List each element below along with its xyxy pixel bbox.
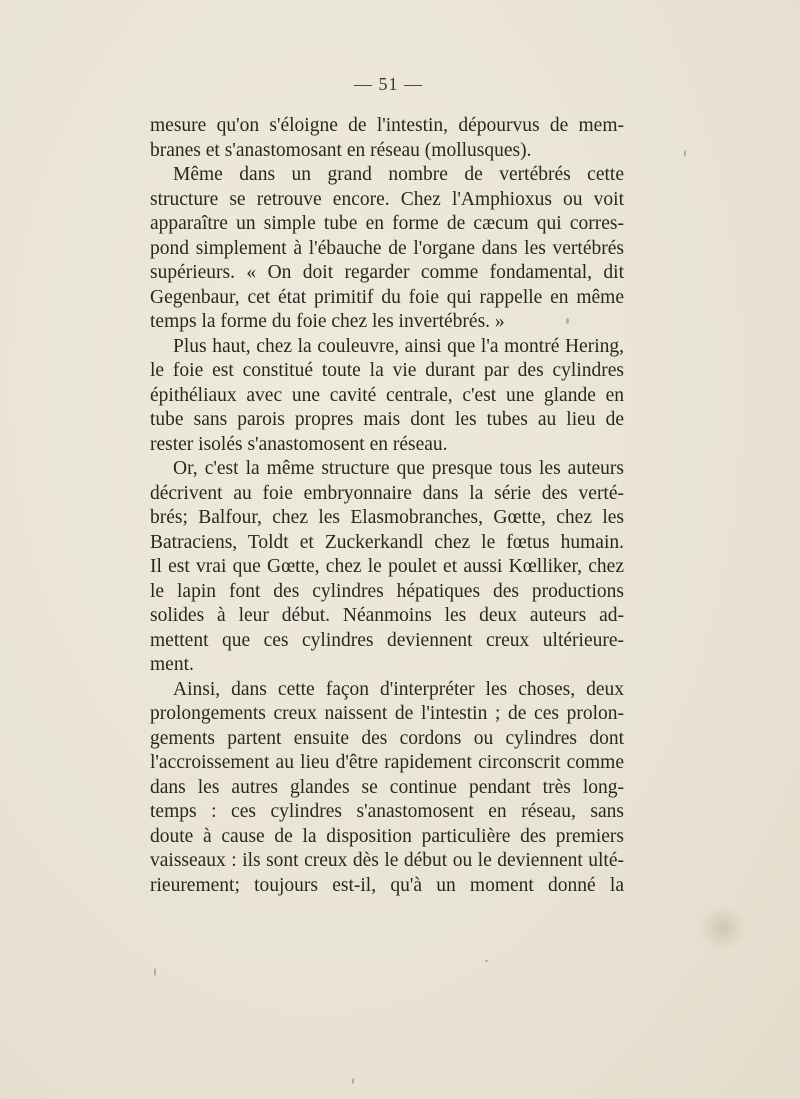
text-line: mesure qu'on s'éloigne de l'intestin, dépourvus de mem- bbox=[150, 115, 624, 136]
paper-speck bbox=[352, 1078, 354, 1084]
text-line: l'accroissement au lieu d'être rapidement circonscrit comme bbox=[150, 752, 624, 773]
text-line: prolongements creux naissent de l'intestin ; de ces prolon- bbox=[150, 703, 624, 724]
text-line: Il est vrai que Gœtte, chez le poulet et aussi Kœlliker, chez bbox=[150, 556, 624, 577]
text-line: Même dans un grand nombre de vertébrés cette bbox=[173, 164, 624, 185]
text-line: épithéliaux avec une cavité centrale, c'est une glande en bbox=[150, 384, 624, 406]
text-line: rieurement; toujours est-il, qu'à un moment donné la bbox=[150, 874, 624, 896]
text-line: supérieurs. « On doit regarder comme fondamental, dit bbox=[150, 262, 624, 283]
text-line: rester isolés s'anastomosent en réseau. bbox=[150, 433, 448, 455]
text-line: décrivent au foie embryonnaire dans la série des verté- bbox=[150, 482, 624, 504]
text-line: Batraciens, Toldt et Zuckerkandl chez le fœtus humain. bbox=[150, 531, 624, 553]
page-number: — 51 — bbox=[354, 74, 423, 94]
text-line: temps : ces cylindres s'anastomosent en réseau, sans bbox=[150, 801, 624, 822]
text-line: tube sans parois propres mais dont les tubes au lieu de bbox=[150, 409, 624, 430]
paper-speck bbox=[485, 960, 488, 962]
text-line: solides à leur début. Néanmoins les deux auteurs ad- bbox=[150, 605, 624, 626]
text-line: Plus haut, chez la couleuvre, ainsi que l'a montré Hering, bbox=[173, 335, 624, 357]
text-line: Ainsi, dans cette façon d'interpréter les choses, deux bbox=[173, 678, 624, 700]
paper-speck bbox=[154, 968, 156, 976]
text-line: branes et s'anastomosant en réseau (mollusques). bbox=[150, 139, 532, 161]
text-line: pond simplement à l'ébauche de l'organe dans les vertébrés bbox=[150, 237, 624, 259]
text-line: doute à cause de la disposition particulière des premiers bbox=[150, 825, 624, 847]
text-line: temps la forme du foie chez les invertébrés. » bbox=[150, 311, 505, 332]
text-line: gements partent ensuite des cordons ou cylindres dont bbox=[150, 727, 624, 749]
text-line: Gegenbaur, cet état primitif du foie qui rappelle en même bbox=[150, 286, 624, 308]
text-line: le foie est constitué toute la vie durant par des cylindres bbox=[150, 360, 624, 381]
text-line: mettent que ces cylindres deviennent creux ultérieure- bbox=[150, 629, 624, 651]
body-text bbox=[150, 114, 624, 898]
text-line: apparaître un simple tube en forme de cæcum qui corres- bbox=[150, 213, 624, 234]
paper-stain bbox=[700, 905, 746, 951]
text-line: Or, c'est la même structure que presque tous les auteurs bbox=[173, 458, 624, 479]
text-line: dans les autres glandes se continue pendant très long- bbox=[150, 776, 624, 798]
paper-speck bbox=[684, 150, 686, 157]
text-line: le lapin font des cylindres hépatiques des productions bbox=[150, 580, 624, 602]
text-line: vaisseaux : ils sont creux dès le début ou le deviennent ulté- bbox=[150, 850, 624, 871]
text-line: brés; Balfour, chez les Elasmobranches, Gœtte, chez les bbox=[150, 507, 624, 528]
text-line: ment. bbox=[150, 654, 194, 675]
text-line: structure se retrouve encore. Chez l'Amphioxus ou voit bbox=[150, 188, 624, 210]
